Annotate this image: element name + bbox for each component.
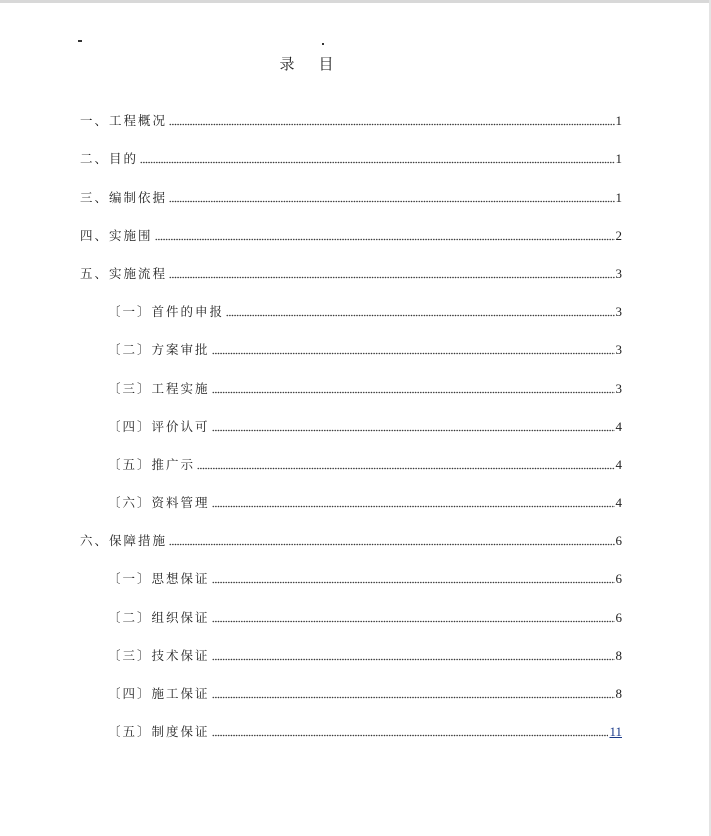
toc-entry-label: 五、实施流程 <box>80 265 168 281</box>
toc-title <box>0 53 711 74</box>
toc-entry-label: 〔三〕工程实施 <box>108 380 210 396</box>
dot-leader <box>212 570 615 584</box>
toc-entry[interactable] <box>80 437 622 475</box>
toc-entry-page: 8 <box>615 647 622 663</box>
toc-entry-label: 〔二〕方案审批 <box>108 342 210 358</box>
toc-entry[interactable] <box>80 399 622 437</box>
toc-entry[interactable] <box>80 208 622 246</box>
page-top-edge <box>0 0 711 3</box>
toc-entry-page: 3 <box>615 265 622 281</box>
toc-entry[interactable] <box>80 322 622 360</box>
toc-entry-page: 3 <box>615 380 622 396</box>
toc-entry-label: 〔一〕首件的申报 <box>108 304 225 320</box>
dot-leader <box>169 265 614 279</box>
toc-entry-label: 四、实施围 <box>80 227 153 243</box>
toc-entry-label: 六、保障措施 <box>80 533 168 549</box>
toc-entry-label: 〔二〕组织保证 <box>108 609 210 625</box>
dot-leader <box>155 227 615 241</box>
dot-leader <box>212 609 615 623</box>
toc-entry-page: 4 <box>615 418 622 434</box>
toc-entry-label: 一、工程概况 <box>80 113 168 129</box>
table-of-contents <box>80 93 622 742</box>
toc-entry-page: 1 <box>615 151 622 167</box>
toc-entry-label: 〔三〕技术保证 <box>108 647 210 663</box>
toc-entry-label: 〔四〕施工保证 <box>108 686 210 701</box>
toc-entry[interactable] <box>80 169 622 207</box>
dot-leader <box>140 150 614 164</box>
toc-entry[interactable] <box>80 284 622 322</box>
toc-entry-page: 6 <box>615 609 622 625</box>
toc-entry[interactable] <box>80 666 622 704</box>
toc-entry-label: 〔五〕推广示 <box>108 456 196 472</box>
dot-leader <box>226 303 614 317</box>
toc-entry[interactable] <box>80 704 622 742</box>
toc-entry-label: 二、目的 <box>80 151 139 167</box>
toc-entry-label: 〔四〕评价认可 <box>108 418 210 434</box>
toc-entry-page: 8 <box>615 686 622 701</box>
toc-entry-page: 2 <box>615 227 622 243</box>
toc-entry-label: 〔六〕资料管理 <box>108 495 210 511</box>
toc-entry[interactable] <box>80 513 622 551</box>
toc-entry-page: 6 <box>615 571 622 587</box>
toc-entry-page: 4 <box>615 495 622 511</box>
scan-speck <box>78 40 82 42</box>
toc-entry-label: 〔一〕思想保证 <box>108 571 210 587</box>
toc-title-char: 录 <box>279 55 297 73</box>
toc-entry-label: 〔五〕制度保证 <box>108 724 210 740</box>
scan-speck <box>322 43 324 45</box>
toc-entry-label: 三、编制依据 <box>80 189 168 205</box>
toc-entry-page: 4 <box>615 456 622 472</box>
dot-leader <box>169 112 614 126</box>
dot-leader <box>169 189 614 203</box>
toc-entry[interactable] <box>80 589 622 627</box>
dot-leader <box>197 456 614 470</box>
toc-entry-page: 3 <box>615 342 622 358</box>
dot-leader <box>169 532 614 546</box>
toc-page-link[interactable]: 11 <box>609 724 622 740</box>
dot-leader <box>212 418 615 432</box>
toc-title-char: 目 <box>318 55 336 73</box>
toc-entry[interactable] <box>80 360 622 398</box>
dot-leader <box>212 647 615 661</box>
toc-entry[interactable] <box>80 131 622 169</box>
toc-entry-page: 1 <box>615 189 622 205</box>
toc-entry[interactable] <box>80 551 622 589</box>
toc-entry-page: 3 <box>615 304 622 320</box>
dot-leader <box>212 380 615 394</box>
toc-entry[interactable] <box>80 93 622 131</box>
toc-entry-page: 6 <box>615 533 622 549</box>
toc-entry[interactable] <box>80 475 622 513</box>
dot-leader <box>212 723 609 737</box>
dot-leader <box>212 341 615 355</box>
toc-entry-page: 1 <box>615 113 622 129</box>
toc-entry[interactable] <box>80 246 622 284</box>
toc-entry[interactable] <box>80 628 622 666</box>
dot-leader <box>212 685 615 699</box>
dot-leader <box>212 494 615 508</box>
